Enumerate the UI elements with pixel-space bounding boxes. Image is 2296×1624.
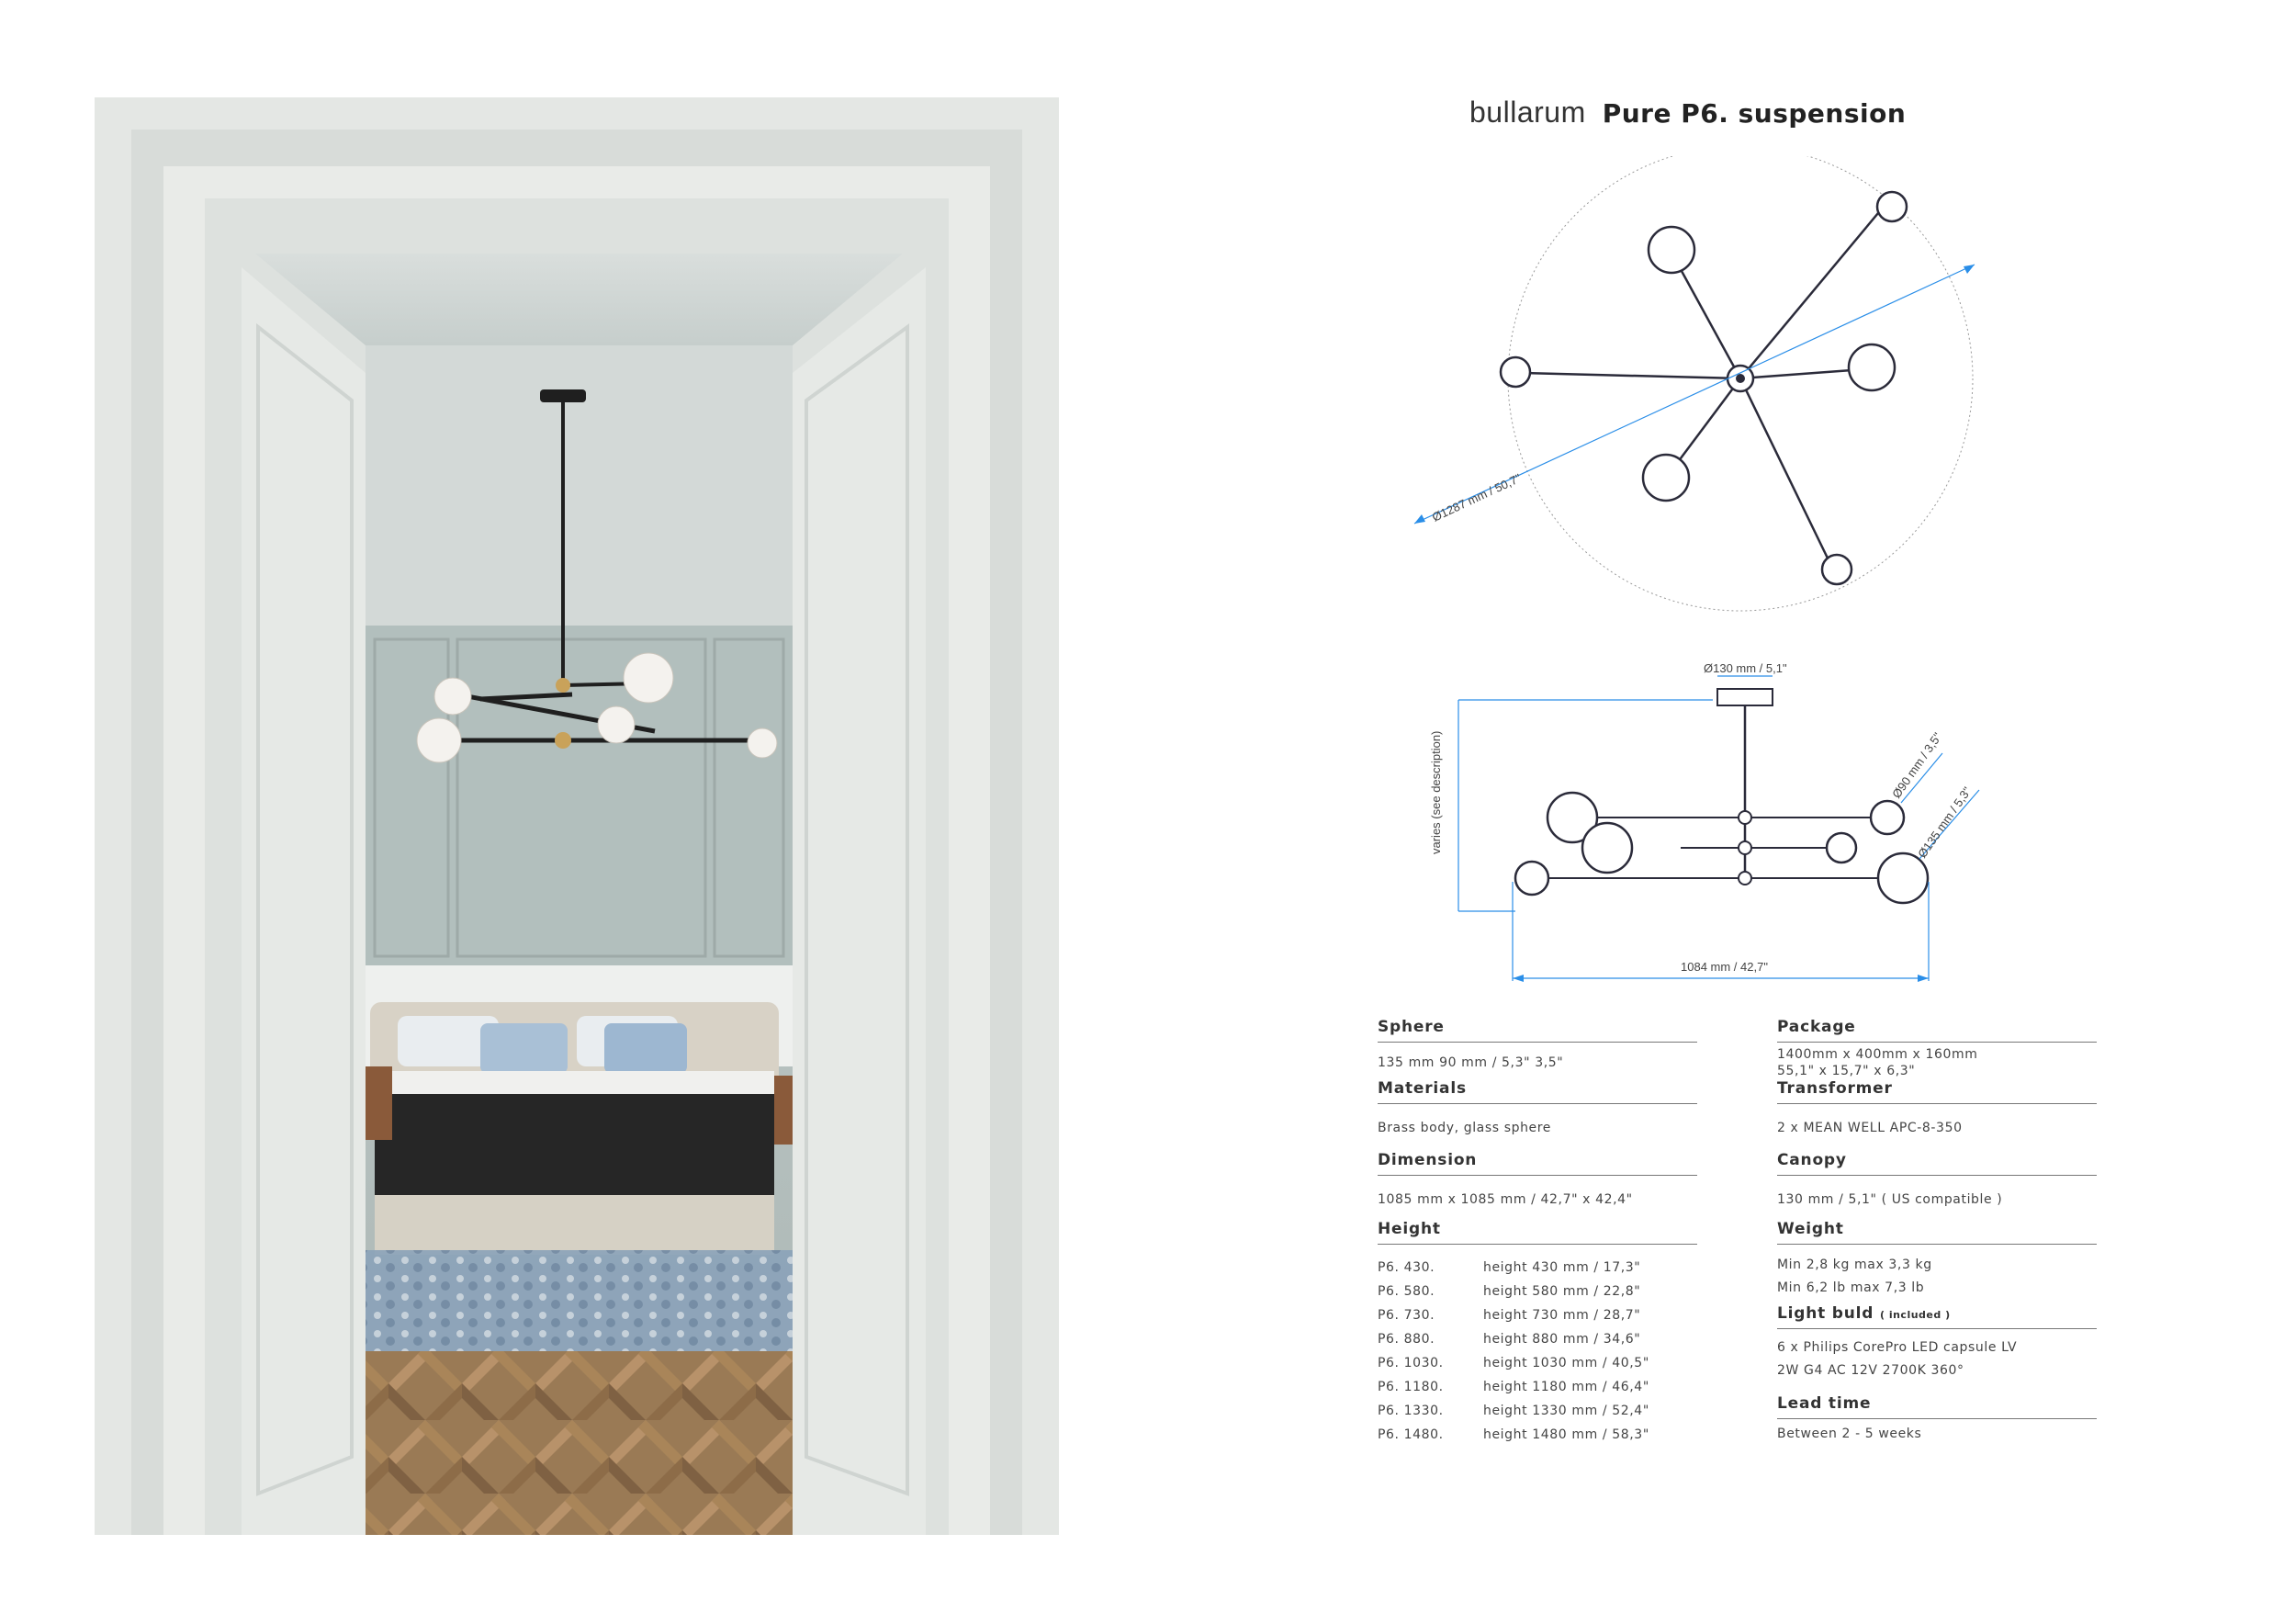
height-row: P6. 1180. height 1180 mm / 46,4" — [1378, 1380, 1649, 1394]
height-row: P6. 880. height 880 mm / 34,6" — [1378, 1332, 1641, 1347]
spec-materials-label: Materials — [1378, 1079, 1697, 1104]
spec-lead-time-label: Lead time — [1777, 1394, 2097, 1419]
spec-package — [1777, 1018, 2097, 1079]
height-row: P6. 730. height 730 mm / 28,7" — [1378, 1308, 1641, 1323]
spec-dimension-value: 1085 mm x 1085 mm / 42,7" x 42,4" — [1378, 1192, 1633, 1207]
spec-weight — [1777, 1220, 2097, 1300]
large-sphere-label: Ø135 mm / 5,3" — [1915, 784, 1975, 861]
width-label: 1084 mm / 42,7" — [1681, 960, 1768, 974]
spec-height — [1378, 1220, 1697, 1447]
spec-sphere — [1378, 1018, 1697, 1075]
page-title — [1469, 96, 2094, 134]
spec-materials — [1378, 1079, 1697, 1140]
height-row: P6. 430. height 430 mm / 17,3" — [1378, 1260, 1641, 1275]
spec-light-bulb-note: ( included ) — [1879, 1309, 1951, 1321]
spec-materials-value: Brass body, glass sphere — [1378, 1121, 1552, 1135]
spec-canopy-value: 130 mm / 5,1" ( US compatible ) — [1777, 1192, 2003, 1207]
interior-photo — [95, 97, 1059, 1535]
spec-canopy-label: Canopy — [1777, 1151, 2097, 1176]
spec-dimension — [1378, 1151, 1697, 1212]
height-row: P6. 1330. height 1330 mm / 52,4" — [1378, 1404, 1649, 1418]
height-row: P6. 1480. height 1480 mm / 58,3" — [1378, 1427, 1649, 1442]
technical-drawing — [1378, 156, 2039, 1015]
spec-weight-line1: Min 2,8 kg max 3,3 kg — [1777, 1257, 1932, 1272]
top-diameter-label: Ø1287 mm / 50,7" — [1429, 470, 1524, 524]
spec-package-line2: 55,1" x 15,7" x 6,3" — [1777, 1064, 1916, 1078]
spec-height-label: Height — [1378, 1220, 1697, 1245]
spec-sphere-label: Sphere — [1378, 1018, 1697, 1043]
height-row: P6. 1030. height 1030 mm / 40,5" — [1378, 1356, 1649, 1370]
brand-name: bullarum — [1469, 96, 1586, 129]
spec-light-bulb — [1777, 1304, 2097, 1382]
spec-package-line1: 1400mm x 400mm x 160mm — [1777, 1047, 1978, 1062]
spec-transformer-value: 2 x MEAN WELL APC-8-350 — [1777, 1121, 1963, 1135]
spec-transformer-label: Transformer — [1777, 1079, 2097, 1104]
small-sphere-label: Ø90 mm / 3,5" — [1889, 729, 1945, 801]
spec-package-label: Package — [1777, 1018, 2097, 1043]
spec-light-bulb-line2: 2W G4 AC 12V 2700K 360° — [1777, 1363, 1964, 1378]
canopy-diameter-label: Ø130 mm / 5,1" — [1704, 661, 1787, 675]
spec-light-bulb-header: Light buld ( included ) — [1777, 1304, 2097, 1329]
spec-canopy — [1777, 1151, 2097, 1212]
spec-sphere-value: 135 mm 90 mm / 5,3" 3,5" — [1378, 1055, 1564, 1070]
height-varies-label: varies (see description) — [1429, 730, 1443, 854]
product-name: Pure P6. suspension — [1602, 98, 1907, 129]
spec-weight-label: Weight — [1777, 1220, 2097, 1245]
spec-lead-time — [1777, 1394, 2097, 1446]
height-row: P6. 580. height 580 mm / 22,8" — [1378, 1284, 1641, 1299]
top-view-drawing — [1414, 156, 1975, 611]
spec-lead-time-value: Between 2 - 5 weeks — [1777, 1427, 1922, 1441]
spec-weight-line2: Min 6,2 lb max 7,3 lb — [1777, 1280, 1925, 1295]
spec-transformer — [1777, 1079, 2097, 1140]
spec-dimension-label: Dimension — [1378, 1151, 1697, 1176]
side-view-drawing — [1429, 661, 1979, 982]
spec-light-bulb-line1: 6 x Philips CorePro LED capsule LV — [1777, 1340, 2018, 1355]
